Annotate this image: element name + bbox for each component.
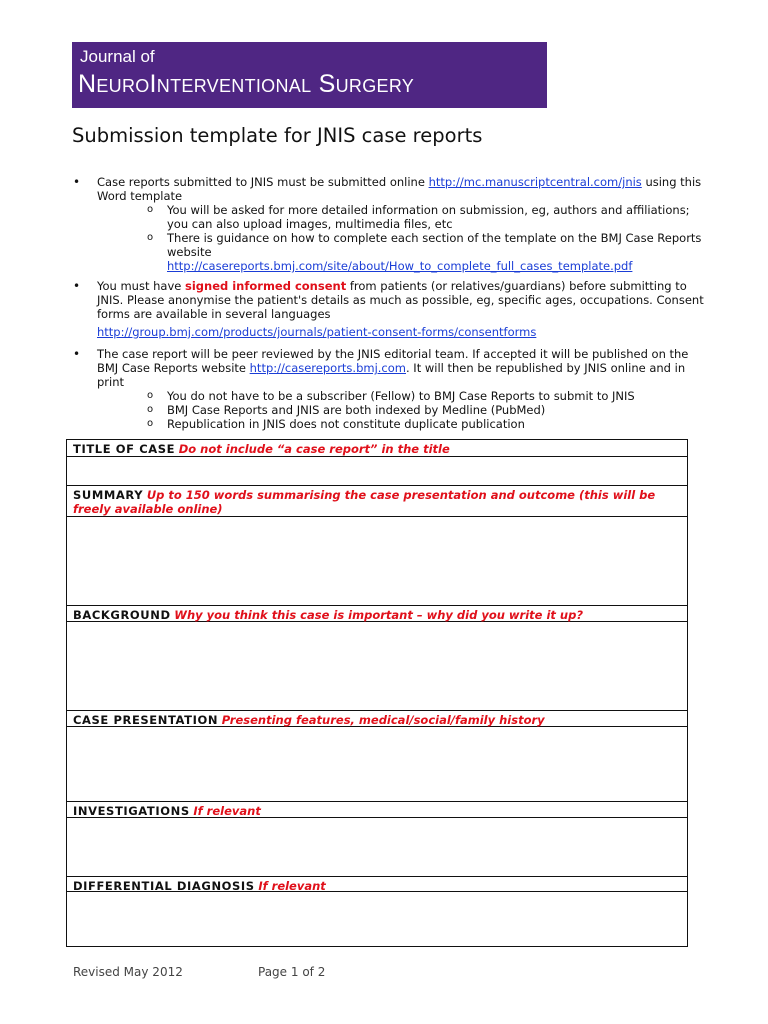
instruction-submission <box>72 175 712 273</box>
sub-item-text: There is guidance on how to complete each section of the template on the BMJ Case Reports website <box>167 231 702 259</box>
sub-item-text: Republication in JNIS does not constitute duplicate publication <box>167 417 525 431</box>
sub-item <box>145 389 712 403</box>
section-hint: If relevant <box>193 804 261 818</box>
background-header <box>67 606 687 622</box>
bullet-text: using this Word template <box>97 175 702 203</box>
background-field[interactable] <box>67 622 687 711</box>
sub-item-text: You will be asked for more detailed information on submission, eg, authors and affiliations; you can also upload images, multimedia files, etc <box>167 203 690 231</box>
sub-item <box>145 403 712 417</box>
section-label: TITLE OF CASE <box>73 442 176 456</box>
instruction-review <box>72 347 712 431</box>
sub-item <box>145 231 712 273</box>
case-presentation-field[interactable] <box>67 727 687 802</box>
section-hint: Presenting features, medical/social/family history <box>221 713 545 727</box>
summary-field[interactable] <box>67 517 687 606</box>
section-hint: If relevant <box>258 879 326 893</box>
bullet-text: from patients (or relatives/guardians) before submitting to JNIS. Please anonymise the patient's details as much as possible, eg, specific ages, occupations. Consent forms are available in several languages <box>97 279 704 321</box>
page-title: Submission template for JNIS case reports <box>72 124 483 147</box>
journal-logo-line2: NeuroInterventional Surgery <box>78 70 415 98</box>
section-label: CASE PRESENTATION <box>73 713 219 727</box>
instruction-consent <box>72 279 712 339</box>
guidance-link[interactable]: http://casereports.bmj.com/site/about/How_to_complete_full_cases_template.pdf <box>167 259 633 273</box>
journal-logo-line1: Journal of <box>80 47 155 66</box>
consent-forms-link[interactable]: http://group.bmj.com/products/journals/patient-consent-forms/consentforms <box>97 325 537 339</box>
instructions-list <box>72 175 712 437</box>
section-hint: Up to 150 words summarising the case presentation and outcome (this will be freely available online) <box>73 488 656 516</box>
sub-item-text: You do not have to be a subscriber (Fellow) to BMJ Case Reports to submit to JNIS <box>167 389 635 403</box>
revision-date: Revised May 2012 <box>73 965 183 979</box>
title-of-case-header <box>67 440 687 457</box>
consent-emphasis: signed informed consent <box>185 279 347 293</box>
title-of-case-field[interactable] <box>67 457 687 486</box>
page-number: Page 1 of 2 <box>258 965 326 979</box>
section-hint: Why you think this case is important – why did you write it up? <box>174 608 583 622</box>
sub-item-text: BMJ Case Reports and JNIS are both indexed by Medline (PubMed) <box>167 403 546 417</box>
section-label: BACKGROUND <box>73 608 171 622</box>
section-label: SUMMARY <box>73 488 144 502</box>
differential-diagnosis-field[interactable] <box>67 892 687 946</box>
bullet-text: Case reports submitted to JNIS must be submitted online <box>97 175 429 189</box>
investigations-header <box>67 802 687 818</box>
summary-header <box>67 486 687 517</box>
sub-item <box>145 203 712 231</box>
case-presentation-header <box>67 711 687 727</box>
section-label: DIFFERENTIAL DIAGNOSIS <box>73 879 255 893</box>
bullet-text: . It will then be republished by JNIS online and in print <box>97 361 686 389</box>
casereports-link[interactable]: http://casereports.bmj.com <box>249 361 406 375</box>
differential-diagnosis-header <box>67 877 687 892</box>
investigations-field[interactable] <box>67 818 687 877</box>
sub-item <box>145 417 712 431</box>
bullet-text: You must have <box>97 279 185 293</box>
journal-logo-banner <box>72 42 547 108</box>
section-label: INVESTIGATIONS <box>73 804 190 818</box>
case-report-form <box>66 439 688 947</box>
section-hint: Do not include “a case report” in the title <box>178 442 450 456</box>
manuscriptcentral-link[interactable]: http://mc.manuscriptcentral.com/jnis <box>428 175 642 189</box>
bullet-text: The case report will be peer reviewed by the JNIS editorial team. If accepted it will be published on the BMJ Case Reports website <box>97 347 689 375</box>
